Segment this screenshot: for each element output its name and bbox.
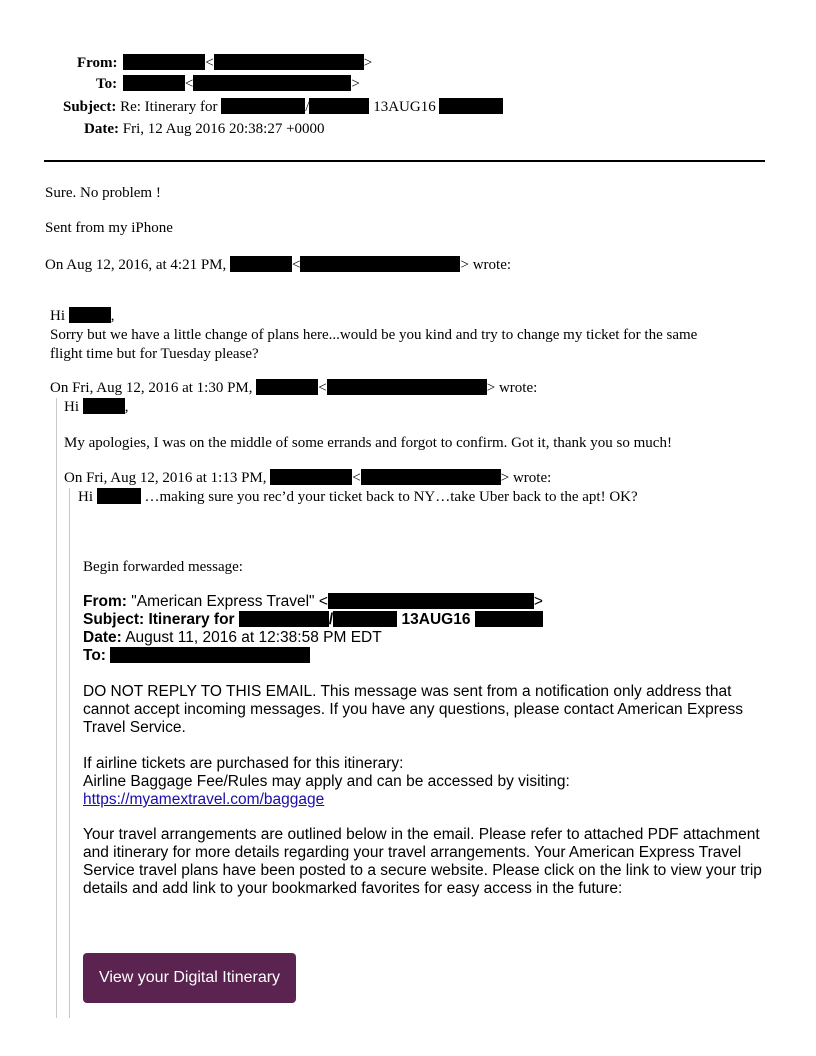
gt-bracket: >: [351, 76, 360, 92]
lt-bracket: <: [352, 470, 361, 486]
gt-bracket: >: [363, 55, 373, 71]
message-2-line-1: Sorry but we have a little change of plans here...would be you kind and try to change my ticket for the same: [50, 327, 698, 343]
hi-text: Hi: [78, 489, 93, 505]
subject-code: 13AUG16: [373, 99, 436, 115]
redacted-name: [83, 398, 125, 414]
fwd-subject-label: Subject: Itinerary for: [83, 611, 235, 628]
fwd-date-row: [83, 629, 382, 647]
redacted-name: [69, 307, 111, 323]
subject-label: Subject:: [63, 99, 117, 115]
fwd-notice: DO NOT REPLY TO THIS EMAIL. This message was sent from a notification only address that cannot accept incoming messages. If you have any questions, please contact American Express Travel Service.: [83, 683, 743, 736]
baggage-link[interactable]: https://myamextravel.com/baggage: [83, 791, 325, 808]
redacted-email: [361, 469, 501, 485]
header-from-row: [77, 54, 372, 72]
wrote-text: > wrote:: [500, 470, 552, 486]
subject-prefix: Re: Itinerary for: [120, 99, 218, 115]
quote-header-2: [50, 379, 537, 397]
header-to-row: [96, 75, 360, 93]
message-4-text: …making sure you rec’d your ticket back to NY…take Uber back to the apt! OK?: [140, 489, 638, 505]
redacted-subject-name-2: [309, 98, 369, 114]
header-divider: [44, 160, 765, 162]
redacted-name: [97, 488, 141, 504]
fwd-date-label: Date:: [83, 629, 122, 646]
arrangements-text: Your travel arrangements are outlined below in the email. Please refer to attached PDF attachment and itinerary for more details regarding your travel arrangements. Your American Express Travel Service travel plans have been posted to a secure website. Please click on the link to view your trip details and add link to your bookmarked favorites for easy access in the future:: [83, 826, 762, 897]
baggage-link-row: [83, 791, 324, 809]
date-value: Fri, 12 Aug 2016 20:38:27 +0000: [122, 121, 325, 137]
redacted-sender-email: [214, 54, 364, 70]
quote-header-1: [45, 256, 511, 274]
quote-bar-1: [56, 398, 57, 1018]
redacted-recipient-email: [193, 75, 351, 91]
quote-header-2-prefix: On Fri, Aug 12, 2016 at 1:30 PM,: [50, 380, 253, 396]
fwd-to-label: To:: [83, 647, 106, 664]
view-itinerary-button[interactable]: View your Digital Itinerary: [83, 953, 296, 1003]
lt-bracket: <: [318, 380, 327, 396]
gt-bracket: >: [533, 593, 543, 610]
wrote-text: > wrote:: [460, 257, 512, 273]
hi-text: Hi: [64, 399, 79, 415]
lt-bracket: <: [205, 55, 214, 71]
lt-bracket: <: [292, 257, 301, 273]
quote-bar-2: [69, 488, 70, 1018]
quote-header-3: [64, 469, 551, 487]
baggage-line-2: Airline Baggage Fee/Rules may apply and can be accessed by visiting:: [83, 773, 570, 790]
redacted-name: [256, 379, 318, 395]
fwd-from-label: From:: [83, 593, 127, 610]
message-2-line-2: flight time but for Tuesday please?: [50, 346, 259, 362]
comma: ,: [124, 399, 129, 415]
wrote-text: > wrote:: [486, 380, 538, 396]
comma: ,: [110, 308, 115, 324]
to-label: To:: [96, 76, 118, 92]
header-date-row: [84, 120, 325, 138]
redacted-recipient-name: [123, 75, 185, 91]
forward-label: Begin forwarded message:: [83, 559, 243, 575]
date-label: Date:: [84, 121, 119, 137]
redacted-email: [300, 256, 460, 272]
fwd-subject-code: 13AUG16: [401, 611, 471, 628]
quote-header-3-prefix: On Fri, Aug 12, 2016 at 1:13 PM,: [64, 470, 267, 486]
hi-text: Hi: [50, 308, 65, 324]
fwd-date-value: August 11, 2016 at 12:38:58 PM EDT: [125, 629, 382, 646]
fwd-to-row: [83, 647, 310, 665]
greeting-3: [64, 398, 129, 416]
redacted-subject-name: [221, 98, 305, 114]
signature: Sent from my iPhone: [45, 220, 173, 236]
baggage-line-1: If airline tickets are purchased for this itinerary:: [83, 755, 404, 772]
header-subject-row: [63, 98, 503, 116]
redacted-email: [327, 379, 487, 395]
slash: /: [305, 99, 310, 115]
redacted-subject-suffix: [475, 611, 543, 627]
message-4: [78, 488, 638, 506]
lt-bracket: <: [184, 76, 194, 92]
fwd-from-value: "American Express Travel" <: [131, 593, 328, 610]
message-3: My apologies, I was on the middle of some errands and forgot to confirm. Got it, thank you so much!: [64, 435, 672, 451]
redacted-recipient: [110, 647, 310, 663]
redacted-name: [230, 256, 292, 272]
from-label: From:: [77, 55, 118, 71]
redacted-subject-name: [239, 611, 329, 627]
reply-text: Sure. No problem !: [45, 185, 161, 201]
redacted-sender-name: [123, 54, 205, 70]
quote-header-1-prefix: On Aug 12, 2016, at 4:21 PM,: [45, 257, 227, 273]
fwd-from-row: [83, 593, 543, 611]
redacted-subject-name-2: [333, 611, 397, 627]
redacted-subject-suffix: [439, 98, 503, 114]
redacted-name: [270, 469, 352, 485]
greeting-2: [50, 307, 115, 325]
redacted-email: [328, 593, 534, 609]
fwd-subject-row: [83, 611, 543, 629]
slash: /: [328, 611, 334, 628]
